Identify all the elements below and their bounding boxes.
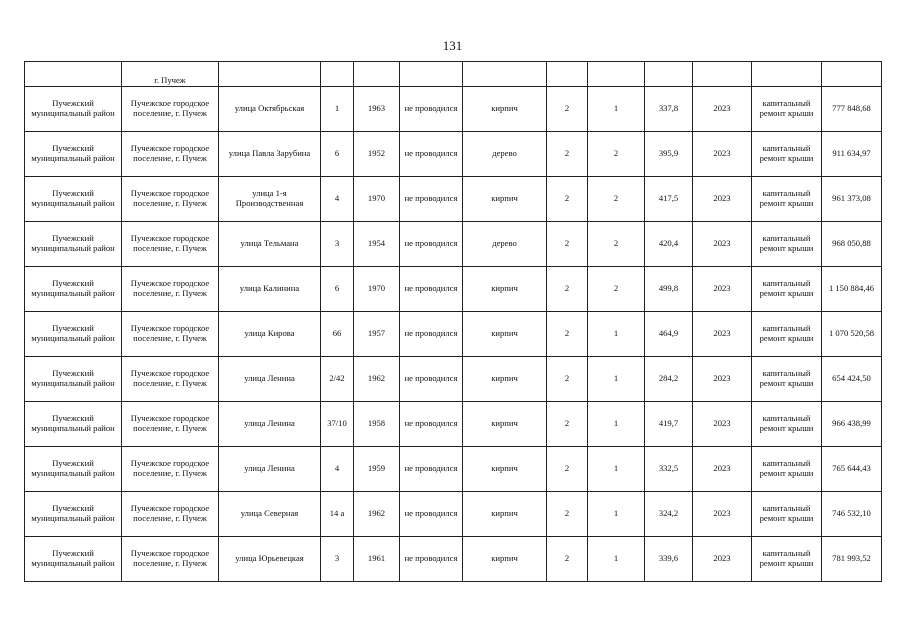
cost-cell: 1 070 520,58: [822, 312, 882, 357]
wall-material-cell: кирпич: [463, 177, 547, 222]
house-number-cell: 14 а: [321, 492, 354, 537]
settlement-cell: Пучежское городское поселение, г. Пучеж: [122, 267, 219, 312]
work-type-cell: капитальный ремонт крыши: [752, 402, 822, 447]
wall-material-cell: дерево: [463, 132, 547, 177]
municipal-district-cell: Пучежский муниципальный район: [25, 177, 122, 222]
wall-material-cell: кирпич: [463, 312, 547, 357]
planned-year-cell: 2023: [693, 402, 752, 447]
cost-cell: 746 532,10: [822, 492, 882, 537]
wall-material-cell: кирпич: [463, 402, 547, 447]
settlement-cell: Пучежское городское поселение, г. Пучеж: [122, 312, 219, 357]
table-row: [25, 447, 882, 492]
cost-cell: 961 373,08: [822, 177, 882, 222]
planned-year-cell: 2023: [693, 87, 752, 132]
table-row: [25, 177, 882, 222]
year-built-cell: 1962: [354, 357, 400, 402]
street-cell: улица Калинина: [219, 267, 321, 312]
work-type-cell: капитальный ремонт крыши: [752, 267, 822, 312]
floors-cell: 2: [547, 267, 588, 312]
street-cell: улица Ленина: [219, 447, 321, 492]
planned-year-cell: 2023: [693, 357, 752, 402]
house-number-cell: 6: [321, 132, 354, 177]
wall-material-cell: дерево: [463, 222, 547, 267]
floors-cell: 2: [547, 492, 588, 537]
last-repair-cell: не проводился: [400, 447, 463, 492]
year-built-cell: [354, 62, 400, 87]
year-built-cell: 1958: [354, 402, 400, 447]
year-built-cell: 1957: [354, 312, 400, 357]
settlement-cell: Пучежское городское поселение, г. Пучеж: [122, 177, 219, 222]
table-row: [25, 132, 882, 177]
work-type-cell: капитальный ремонт крыши: [752, 177, 822, 222]
entrances-cell: 1: [588, 492, 645, 537]
last-repair-cell: [400, 62, 463, 87]
street-cell: улица Кирова: [219, 312, 321, 357]
year-built-cell: 1963: [354, 87, 400, 132]
cost-cell: 968 050,88: [822, 222, 882, 267]
house-number-cell: 3: [321, 222, 354, 267]
wall-material-cell: кирпич: [463, 267, 547, 312]
floors-cell: 2: [547, 402, 588, 447]
floors-cell: 2: [547, 177, 588, 222]
house-number-cell: 3: [321, 537, 354, 582]
planned-year-cell: 2023: [693, 447, 752, 492]
entrances-cell: 1: [588, 357, 645, 402]
area-cell: 324,2: [645, 492, 693, 537]
cost-cell: 777 848,68: [822, 87, 882, 132]
settlement-cell: Пучежское городское поселение, г. Пучеж: [122, 222, 219, 267]
year-built-cell: 1961: [354, 537, 400, 582]
street-cell: улица Октябрьская: [219, 87, 321, 132]
planned-year-cell: 2023: [693, 312, 752, 357]
area-cell: 339,6: [645, 537, 693, 582]
house-number-cell: 6: [321, 267, 354, 312]
municipal-district-cell: Пучежский муниципальный район: [25, 87, 122, 132]
planned-year-cell: 2023: [693, 222, 752, 267]
floors-cell: 2: [547, 447, 588, 492]
wall-material-cell: [463, 62, 547, 87]
house-number-cell: 4: [321, 447, 354, 492]
work-type-cell: капитальный ремонт крыши: [752, 537, 822, 582]
area-cell: 284,2: [645, 357, 693, 402]
municipal-district-cell: Пучежский муниципальный район: [25, 267, 122, 312]
entrances-cell: 1: [588, 312, 645, 357]
entrances-cell: 1: [588, 87, 645, 132]
municipal-district-cell: Пучежский муниципальный район: [25, 222, 122, 267]
area-cell: 337,8: [645, 87, 693, 132]
settlement-cell: Пучежское городское поселение, г. Пучеж: [122, 447, 219, 492]
street-cell: улица Тельмана: [219, 222, 321, 267]
municipal-district-cell: Пучежский муниципальный район: [25, 132, 122, 177]
last-repair-cell: не проводился: [400, 177, 463, 222]
table-row: [25, 357, 882, 402]
work-type-cell: капитальный ремонт крыши: [752, 312, 822, 357]
street-cell: улица Ленина: [219, 402, 321, 447]
area-cell: 417,5: [645, 177, 693, 222]
year-built-cell: 1952: [354, 132, 400, 177]
floors-cell: [547, 62, 588, 87]
planned-year-cell: 2023: [693, 492, 752, 537]
last-repair-cell: не проводился: [400, 222, 463, 267]
work-type-cell: капитальный ремонт крыши: [752, 492, 822, 537]
area-cell: 395,9: [645, 132, 693, 177]
cost-cell: 911 634,97: [822, 132, 882, 177]
area-cell: 464,9: [645, 312, 693, 357]
table-row: [25, 222, 882, 267]
area-cell: 419,7: [645, 402, 693, 447]
last-repair-cell: не проводился: [400, 267, 463, 312]
last-repair-cell: не проводился: [400, 132, 463, 177]
entrances-cell: 1: [588, 402, 645, 447]
municipal-district-cell: Пучежский муниципальный район: [25, 357, 122, 402]
entrances-cell: 1: [588, 537, 645, 582]
house-number-cell: 4: [321, 177, 354, 222]
floors-cell: 2: [547, 537, 588, 582]
area-cell: [645, 62, 693, 87]
last-repair-cell: не проводился: [400, 87, 463, 132]
table-row: [25, 87, 882, 132]
cost-cell: 765 644,43: [822, 447, 882, 492]
entrances-cell: 2: [588, 222, 645, 267]
table-row: [25, 402, 882, 447]
wall-material-cell: кирпич: [463, 537, 547, 582]
house-number-cell: 37/10: [321, 402, 354, 447]
municipal-district-cell: Пучежский муниципальный район: [25, 537, 122, 582]
area-cell: 499,8: [645, 267, 693, 312]
table-row: [25, 492, 882, 537]
municipal-district-cell: Пучежский муниципальный район: [25, 447, 122, 492]
floors-cell: 2: [547, 87, 588, 132]
entrances-cell: 2: [588, 132, 645, 177]
settlement-cell: г. Пучеж: [122, 62, 219, 87]
house-number-cell: 1: [321, 87, 354, 132]
floors-cell: 2: [547, 222, 588, 267]
area-cell: 420,4: [645, 222, 693, 267]
last-repair-cell: не проводился: [400, 357, 463, 402]
wall-material-cell: кирпич: [463, 492, 547, 537]
planned-year-cell: [693, 62, 752, 87]
planned-year-cell: 2023: [693, 537, 752, 582]
year-built-cell: 1959: [354, 447, 400, 492]
settlement-cell: Пучежское городское поселение, г. Пучеж: [122, 357, 219, 402]
work-type-cell: [752, 62, 822, 87]
settlement-cell: Пучежское городское поселение, г. Пучеж: [122, 537, 219, 582]
house-number-cell: 2/42: [321, 357, 354, 402]
wall-material-cell: кирпич: [463, 87, 547, 132]
municipal-district-cell: Пучежский муниципальный район: [25, 402, 122, 447]
year-built-cell: 1970: [354, 177, 400, 222]
street-cell: улица 1-я Производственная: [219, 177, 321, 222]
house-number-cell: 66: [321, 312, 354, 357]
table-row: [25, 537, 882, 582]
street-cell: улица Юрьевецкая: [219, 537, 321, 582]
last-repair-cell: не проводился: [400, 402, 463, 447]
cost-cell: 781 993,52: [822, 537, 882, 582]
last-repair-cell: не проводился: [400, 492, 463, 537]
settlement-cell: Пучежское городское поселение, г. Пучеж: [122, 87, 219, 132]
cost-cell: [822, 62, 882, 87]
entrances-cell: 2: [588, 267, 645, 312]
street-cell: [219, 62, 321, 87]
area-cell: 332,5: [645, 447, 693, 492]
entrances-cell: 1: [588, 447, 645, 492]
housing-repair-table: [24, 61, 882, 582]
page-number: 131: [442, 38, 463, 53]
settlement-cell: Пучежское городское поселение, г. Пучеж: [122, 492, 219, 537]
floors-cell: 2: [547, 312, 588, 357]
settlement-cell: Пучежское городское поселение, г. Пучеж: [122, 132, 219, 177]
street-cell: улица Павла Зарубина: [219, 132, 321, 177]
planned-year-cell: 2023: [693, 132, 752, 177]
year-built-cell: 1970: [354, 267, 400, 312]
street-cell: улица Ленина: [219, 357, 321, 402]
entrances-cell: [588, 62, 645, 87]
table-row: [25, 62, 882, 87]
floors-cell: 2: [547, 357, 588, 402]
work-type-cell: капитальный ремонт крыши: [752, 222, 822, 267]
year-built-cell: 1954: [354, 222, 400, 267]
cost-cell: 654 424,50: [822, 357, 882, 402]
last-repair-cell: не проводился: [400, 537, 463, 582]
year-built-cell: 1962: [354, 492, 400, 537]
cost-cell: 1 150 884,46: [822, 267, 882, 312]
work-type-cell: капитальный ремонт крыши: [752, 87, 822, 132]
table-row: [25, 267, 882, 312]
planned-year-cell: 2023: [693, 177, 752, 222]
last-repair-cell: не проводился: [400, 312, 463, 357]
work-type-cell: капитальный ремонт крыши: [752, 447, 822, 492]
wall-material-cell: кирпич: [463, 357, 547, 402]
street-cell: улица Северная: [219, 492, 321, 537]
floors-cell: 2: [547, 132, 588, 177]
entrances-cell: 2: [588, 177, 645, 222]
settlement-cell: Пучежское городское поселение, г. Пучеж: [122, 402, 219, 447]
municipal-district-cell: Пучежский муниципальный район: [25, 312, 122, 357]
cost-cell: 966 438,99: [822, 402, 882, 447]
planned-year-cell: 2023: [693, 267, 752, 312]
house-number-cell: [321, 62, 354, 87]
municipal-district-cell: Пучежский муниципальный район: [25, 492, 122, 537]
work-type-cell: капитальный ремонт крыши: [752, 357, 822, 402]
table-body: [25, 62, 882, 582]
work-type-cell: капитальный ремонт крыши: [752, 132, 822, 177]
table-row: [25, 312, 882, 357]
municipal-district-cell: [25, 62, 122, 87]
wall-material-cell: кирпич: [463, 447, 547, 492]
